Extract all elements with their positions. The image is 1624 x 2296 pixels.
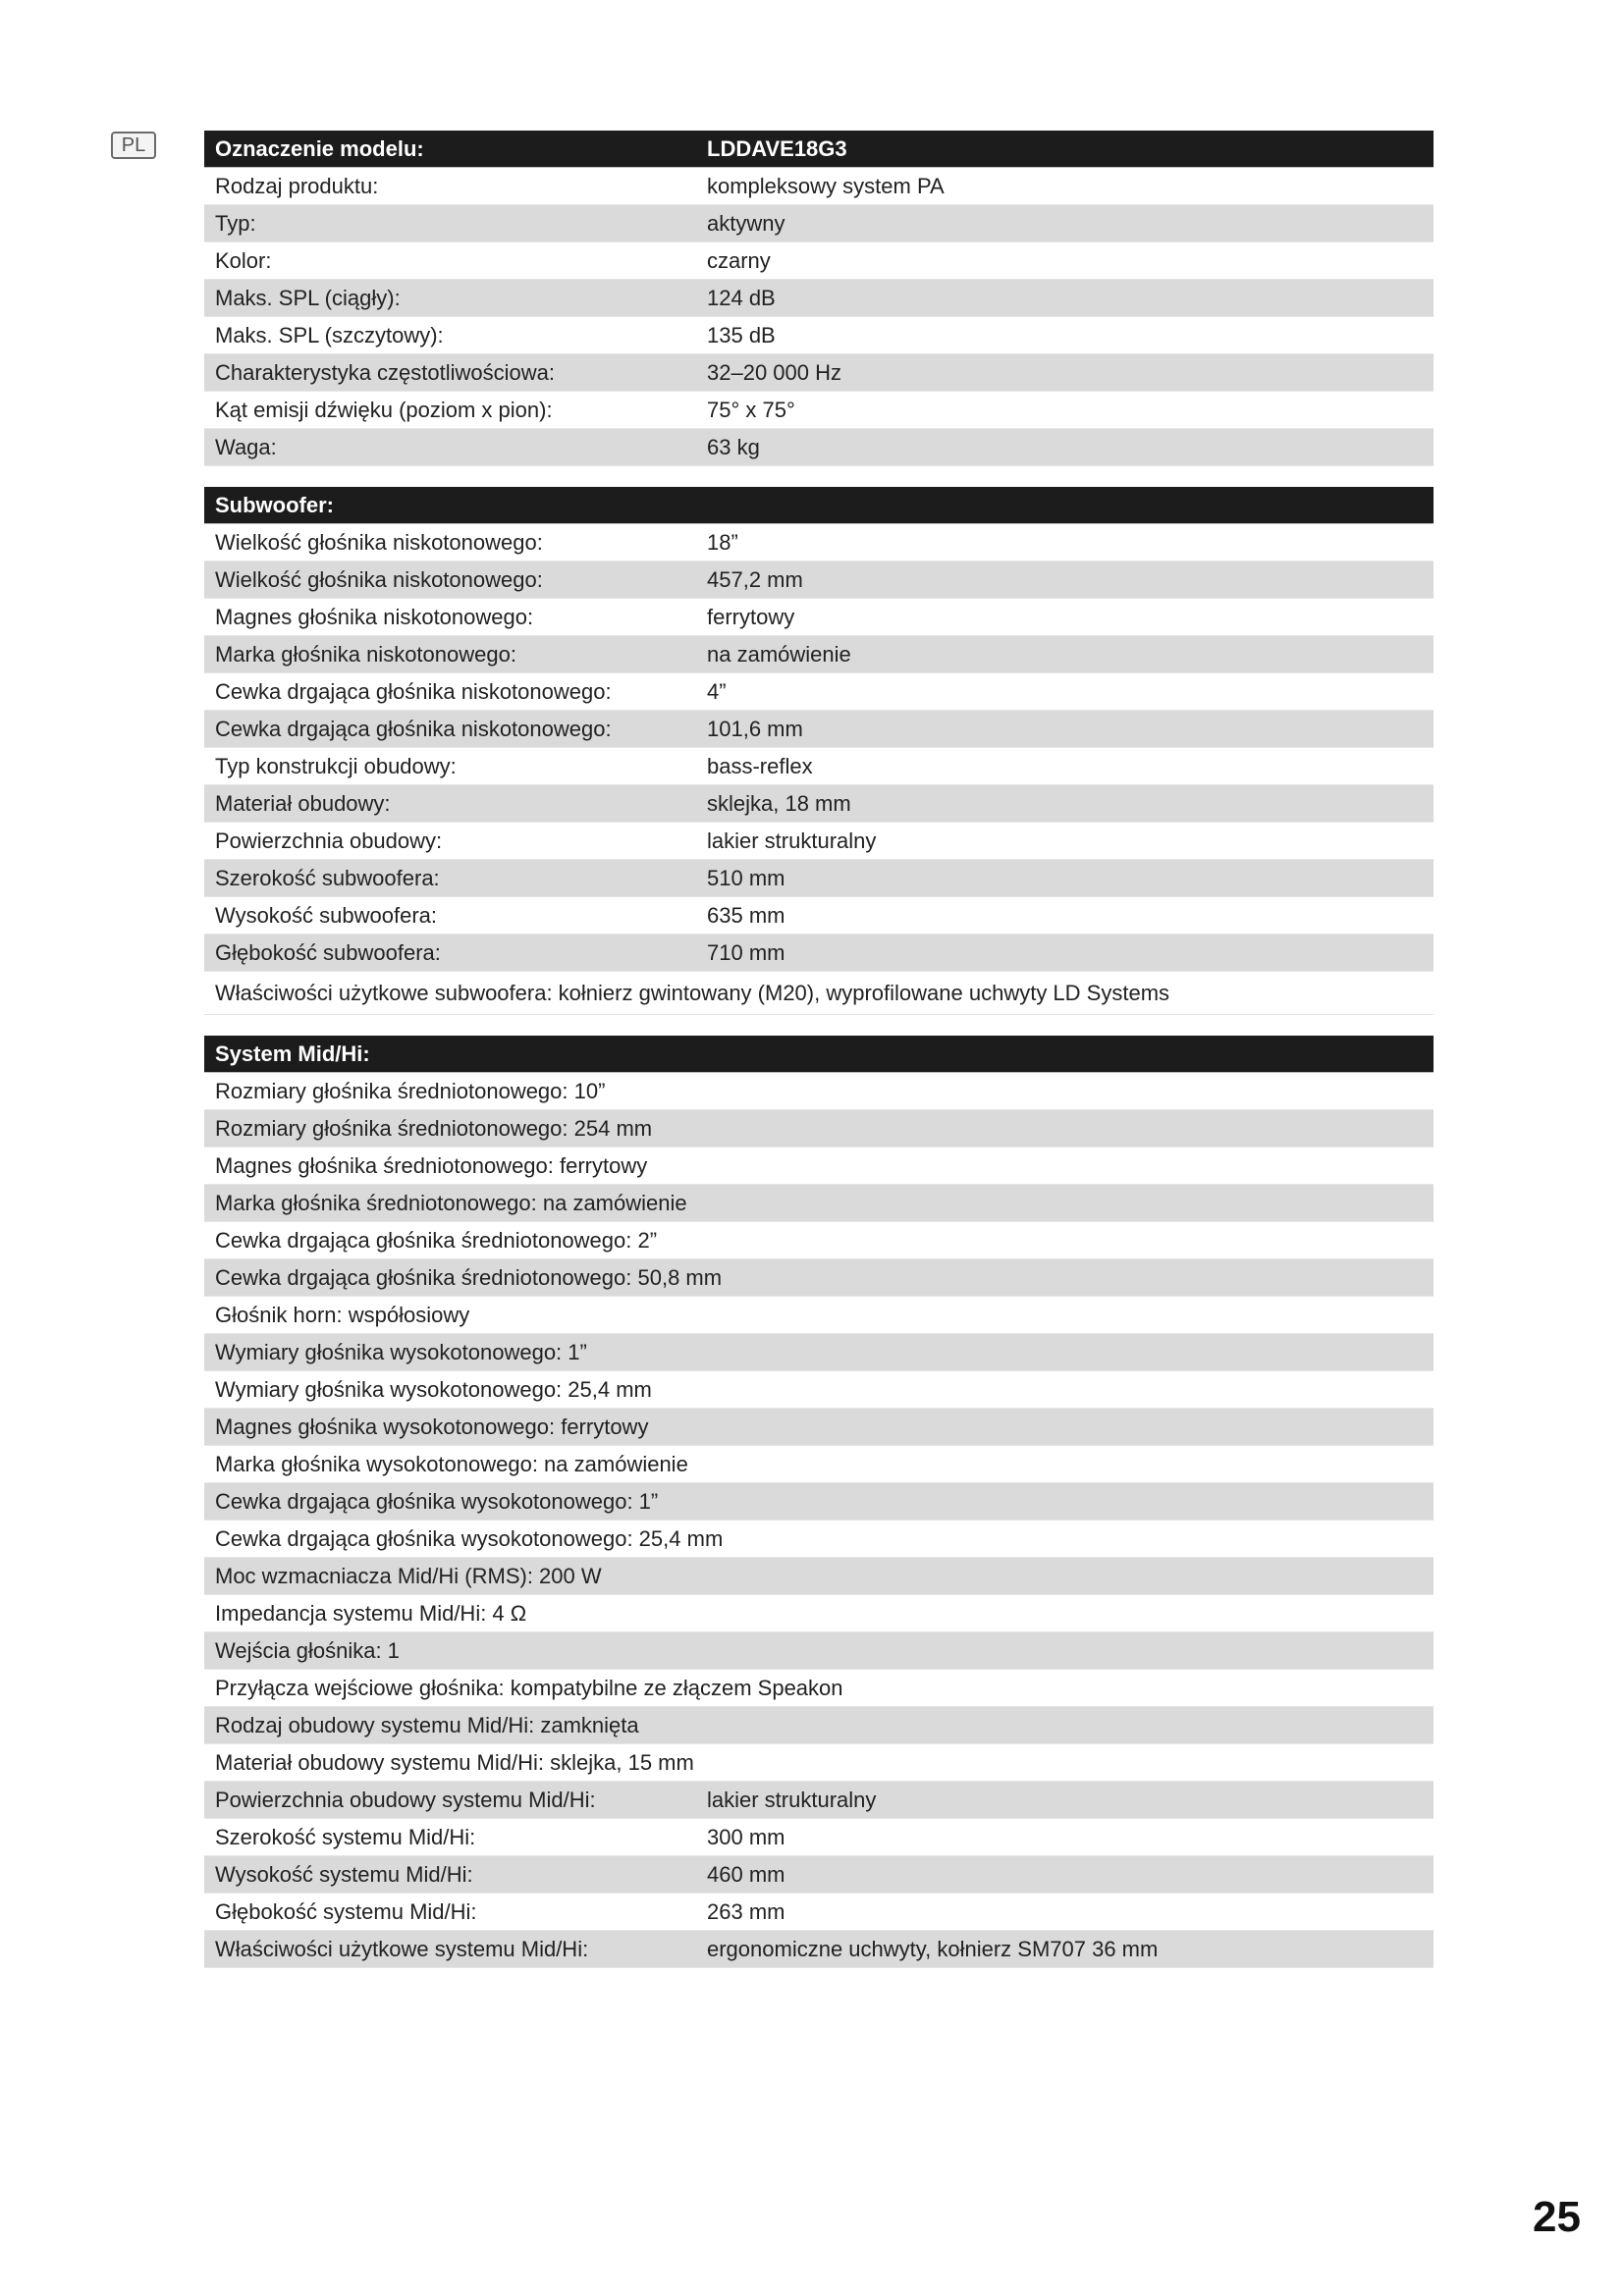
spec-row	[204, 1856, 1434, 1894]
spec-value: ergonomiczne uchwyty, kołnierz SM707 36 mm	[707, 1936, 1159, 1961]
spec-value: 635 mm	[707, 902, 785, 928]
spec-value: 457,2 mm	[707, 566, 803, 592]
spec-label: Wielkość głośnika niskotonowego:	[215, 529, 543, 555]
spec-text: Cewka drgająca głośnika średniotonowego: 2”	[215, 1227, 658, 1253]
spec-label: Właściwości użytkowe systemu Mid/Hi:	[215, 1936, 589, 1961]
spec-row-full	[204, 1707, 1434, 1744]
spec-row	[204, 242, 1434, 280]
spec-label: Marka głośnika niskotonowego:	[215, 641, 516, 667]
spec-label: Głębokość systemu Mid/Hi:	[215, 1898, 477, 1924]
spec-row-full	[204, 1744, 1434, 1782]
midhi-section	[204, 1036, 1434, 1968]
spec-row	[204, 860, 1434, 897]
spec-text: Cewka drgająca głośnika wysokotonowego: 1”	[215, 1488, 659, 1514]
header-value: LDDAVE18G3	[707, 135, 847, 161]
spec-label: Maks. SPL (szczytowy):	[215, 322, 444, 347]
spec-value: 124 dB	[707, 285, 776, 310]
spec-row	[204, 897, 1434, 934]
spec-label: Typ konstrukcji obudowy:	[215, 753, 457, 778]
spec-row-full	[204, 1334, 1434, 1371]
spec-label: Kąt emisji dźwięku (poziom x pion):	[215, 397, 553, 422]
spec-value: lakier strukturalny	[707, 828, 877, 853]
spec-label: Magnes głośnika niskotonowego:	[215, 604, 534, 629]
spec-value: ferrytowy	[707, 604, 795, 629]
spec-value: sklejka, 18 mm	[707, 790, 851, 816]
spec-value: bass-reflex	[707, 753, 813, 778]
spec-row-full	[204, 1073, 1434, 1110]
spec-label: Charakterystyka częstotliwościowa:	[215, 359, 556, 385]
spec-text: Moc wzmacniacza Mid/Hi (RMS): 200 W	[215, 1563, 602, 1588]
spec-label: Cewka drgająca głośnika niskotonowego:	[215, 716, 612, 741]
spec-text: Właściwości użytkowe subwoofera: kołnierz gwintowany (M20), wyprofilowane uchwyty LD Systems	[215, 980, 1170, 1005]
spec-value: 300 mm	[707, 1824, 785, 1849]
spec-value: 263 mm	[707, 1898, 785, 1924]
spec-row-full	[204, 1632, 1434, 1670]
spec-value: 75° x 75°	[707, 397, 795, 422]
spec-row	[204, 636, 1434, 673]
spec-text: Rozmiary głośnika średniotonowego: 254 mm	[215, 1115, 653, 1141]
spec-text: Materiał obudowy systemu Mid/Hi: sklejka, 15 mm	[215, 1749, 694, 1775]
header-label: System Mid/Hi:	[215, 1041, 370, 1066]
spec-value: 63 kg	[707, 434, 760, 459]
spec-row	[204, 392, 1434, 429]
spec-row-full	[204, 1409, 1434, 1446]
section-header-model	[204, 131, 1434, 168]
spec-label: Materiał obudowy:	[215, 790, 391, 816]
spec-value: na zamówienie	[707, 641, 851, 667]
spec-row-full	[204, 1148, 1434, 1185]
spec-value: kompleksowy system PA	[707, 173, 945, 198]
spec-label: Szerokość subwoofera:	[215, 865, 440, 890]
spec-text: Marka głośnika wysokotonowego: na zamówienie	[215, 1451, 688, 1476]
spec-row-full	[204, 1110, 1434, 1148]
spec-row-full	[204, 1185, 1434, 1222]
spec-row	[204, 1782, 1434, 1819]
spec-row	[204, 785, 1434, 823]
spec-text: Wymiary głośnika wysokotonowego: 1”	[215, 1339, 587, 1364]
spec-text: Cewka drgająca głośnika średniotonowego: 50,8 mm	[215, 1264, 723, 1290]
spec-label: Kolor:	[215, 247, 272, 273]
model-section	[204, 131, 1434, 466]
spec-label: Maks. SPL (ciągły):	[215, 285, 401, 310]
spec-row	[204, 561, 1434, 599]
subwoofer-section	[204, 487, 1434, 1015]
spec-row	[204, 711, 1434, 748]
spec-value: aktywny	[707, 210, 785, 236]
spec-row	[204, 168, 1434, 205]
spec-row	[204, 1819, 1434, 1856]
header-label: Subwoofer:	[215, 492, 334, 517]
spec-row	[204, 934, 1434, 972]
spec-sheet	[204, 131, 1434, 1989]
spec-row	[204, 599, 1434, 636]
spec-row-full	[204, 1670, 1434, 1707]
spec-row	[204, 280, 1434, 317]
spec-label: Cewka drgająca głośnika niskotonowego:	[215, 678, 612, 704]
spec-value: 18”	[707, 529, 738, 555]
spec-row-full	[204, 1222, 1434, 1259]
spec-row-full	[204, 1483, 1434, 1521]
spec-value: 460 mm	[707, 1861, 785, 1887]
spec-label: Waga:	[215, 434, 277, 459]
spec-row	[204, 1931, 1434, 1968]
spec-text: Głośnik horn: współosiowy	[215, 1302, 470, 1327]
spec-row	[204, 354, 1434, 392]
spec-row-full	[204, 1297, 1434, 1334]
spec-text: Cewka drgająca głośnika wysokotonowego: 25,4 mm	[215, 1525, 724, 1551]
header-label: Oznaczenie modelu:	[215, 135, 424, 161]
spec-row-full	[204, 1521, 1434, 1558]
page-number: 25	[1533, 2193, 1581, 2241]
spec-row	[204, 429, 1434, 466]
spec-text: Impedancja systemu Mid/Hi: 4 Ω	[215, 1600, 527, 1626]
spec-row	[204, 1894, 1434, 1931]
spec-value: 510 mm	[707, 865, 785, 890]
spec-label: Rodzaj produktu:	[215, 173, 379, 198]
spec-row	[204, 205, 1434, 242]
spec-label: Powierzchnia obudowy:	[215, 828, 443, 853]
spec-text: Wejścia głośnika: 1	[215, 1637, 400, 1663]
spec-row-full	[204, 972, 1434, 1015]
spec-row	[204, 524, 1434, 561]
spec-row-full	[204, 1259, 1434, 1297]
spec-label: Typ:	[215, 210, 256, 236]
spec-row-full	[204, 1595, 1434, 1632]
spec-row	[204, 317, 1434, 354]
spec-label: Powierzchnia obudowy systemu Mid/Hi:	[215, 1787, 596, 1812]
spec-value: lakier strukturalny	[707, 1787, 877, 1812]
spec-value: 135 dB	[707, 322, 776, 347]
spec-label: Szerokość systemu Mid/Hi:	[215, 1824, 476, 1849]
section-header-subwoofer	[204, 487, 1434, 524]
language-badge: PL	[111, 132, 156, 159]
spec-value: 4”	[707, 678, 727, 704]
spec-label: Wysokość systemu Mid/Hi:	[215, 1861, 473, 1887]
spec-text: Wymiary głośnika wysokotonowego: 25,4 mm	[215, 1376, 652, 1402]
spec-row	[204, 673, 1434, 711]
section-header-midhi	[204, 1036, 1434, 1073]
spec-value: czarny	[707, 247, 771, 273]
spec-label: Wysokość subwoofera:	[215, 902, 438, 928]
spec-label: Wielkość głośnika niskotonowego:	[215, 566, 543, 592]
spec-row-full	[204, 1371, 1434, 1409]
spec-text: Rodzaj obudowy systemu Mid/Hi: zamknięta	[215, 1712, 639, 1737]
spec-row-full	[204, 1446, 1434, 1483]
spec-value: 32–20 000 Hz	[707, 359, 841, 385]
spec-text: Magnes głośnika wysokotonowego: ferrytowy	[215, 1414, 649, 1439]
spec-row	[204, 823, 1434, 860]
spec-text: Magnes głośnika średniotonowego: ferrytowy	[215, 1152, 648, 1178]
spec-value: 101,6 mm	[707, 716, 803, 741]
spec-text: Marka głośnika średniotonowego: na zamówienie	[215, 1190, 687, 1215]
spec-text: Przyłącza wejściowe głośnika: kompatybilne ze złączem Speakon	[215, 1675, 843, 1700]
spec-row	[204, 748, 1434, 785]
spec-row-full	[204, 1558, 1434, 1595]
spec-text: Rozmiary głośnika średniotonowego: 10”	[215, 1078, 606, 1103]
spec-label: Głębokość subwoofera:	[215, 939, 441, 965]
spec-value: 710 mm	[707, 939, 785, 965]
